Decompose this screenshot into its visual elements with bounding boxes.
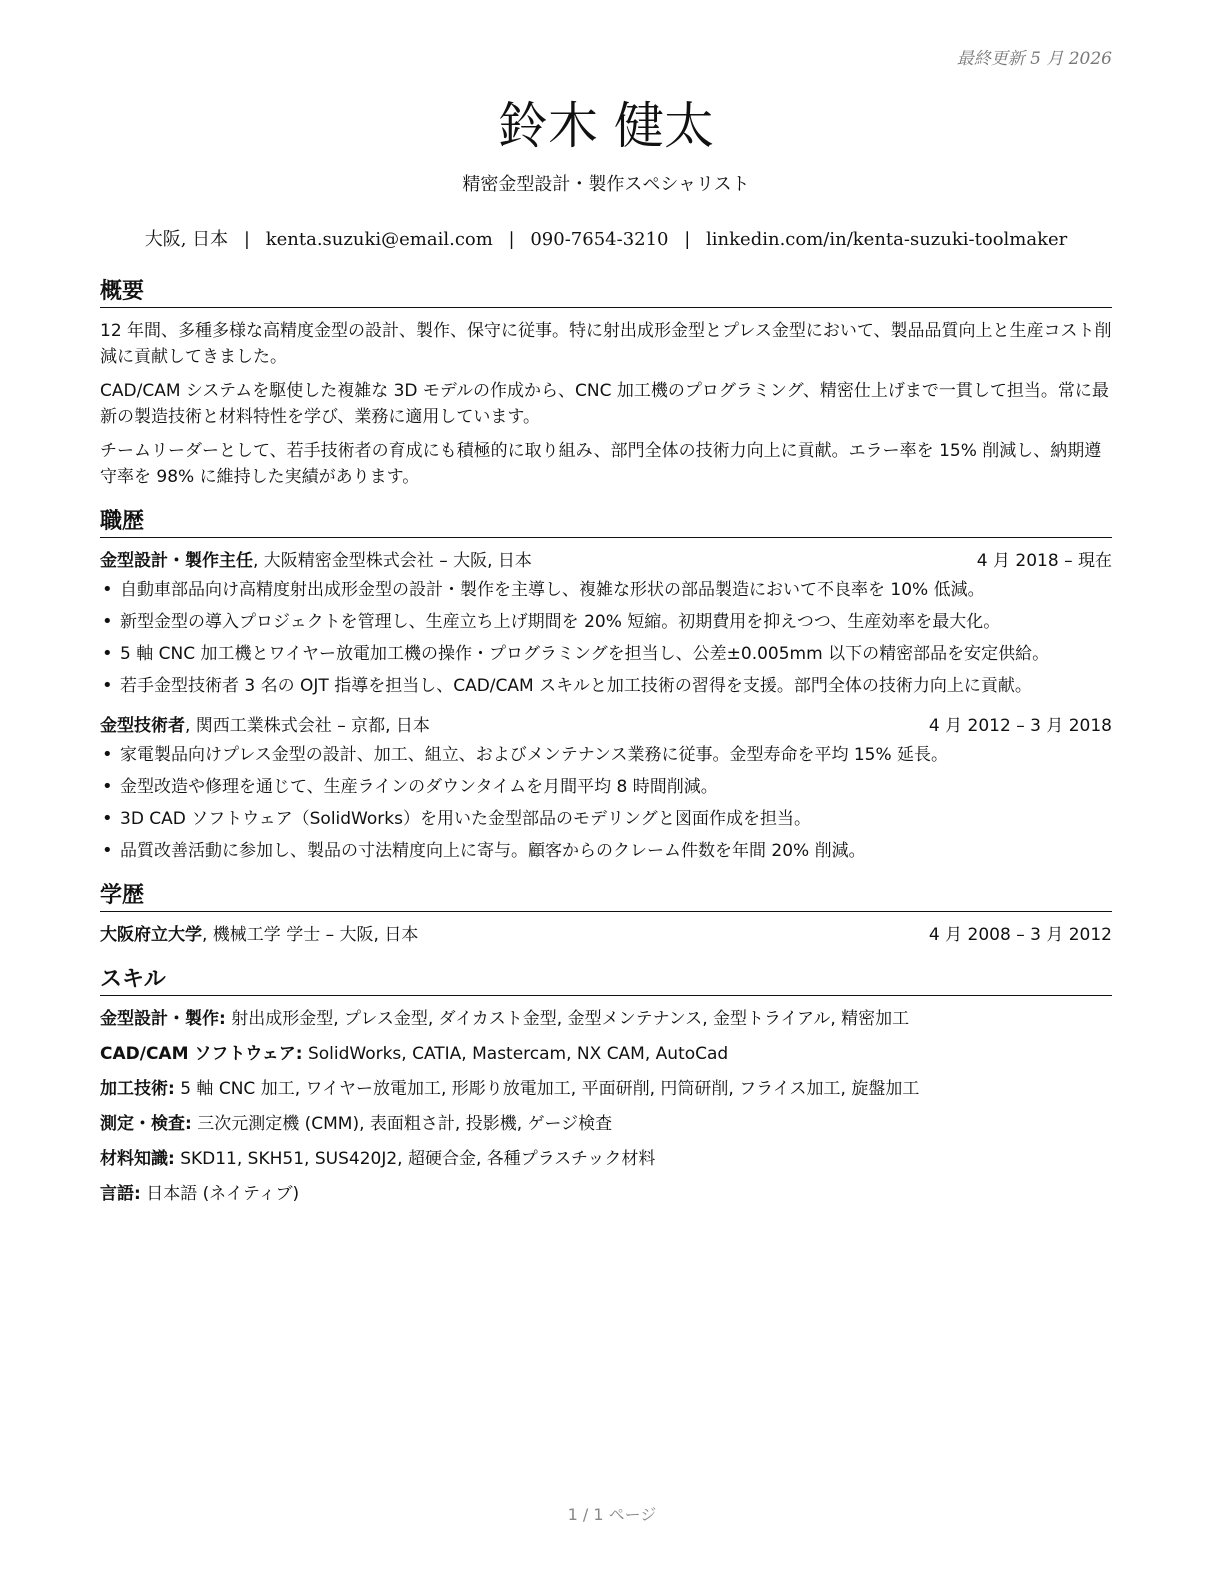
skill-label: 加工技術: bbox=[100, 1079, 175, 1099]
skill-row bbox=[100, 1181, 1112, 1207]
page-number: 1 / 1 ページ bbox=[567, 1505, 657, 1524]
job-dates: 4 月 2018 – 現在 bbox=[976, 551, 1112, 571]
skill-label: 金型設計・製作: bbox=[100, 1009, 226, 1029]
job-bullet: • 自動車部品向け高精度射出成形金型の設計・製作を主導し、複雑な形状の部品製造において不良率を 10% 低減。 bbox=[100, 577, 1112, 603]
skill-value: 三次元測定機 (CMM), 表面粗さ計, 投影機, ゲージ検査 bbox=[191, 1114, 613, 1134]
contact-separator: | bbox=[684, 229, 691, 250]
job-company: , 大阪精密金型株式会社 – 大阪, 日本 bbox=[253, 551, 532, 571]
contact-line bbox=[100, 225, 1112, 251]
job-bullets bbox=[100, 577, 1112, 699]
skill-row bbox=[100, 1146, 1112, 1172]
job-bullet: • 品質改善活動に参加し、製品の寸法精度向上に寄与。顧客からのクレーム件数を年間 20% 削減。 bbox=[100, 838, 1112, 864]
education-school: 大阪府立大学 bbox=[100, 925, 202, 945]
job-bullets bbox=[100, 742, 1112, 864]
section-title-education: 学歴 bbox=[100, 878, 1112, 912]
contact-phone[interactable]: 090-7654-3210 bbox=[530, 229, 669, 250]
experience-section bbox=[100, 504, 1112, 864]
job-header bbox=[100, 548, 1112, 574]
summary-section bbox=[100, 274, 1112, 490]
job-title-company bbox=[100, 548, 532, 574]
job-role: 金型設計・製作主任 bbox=[100, 551, 253, 571]
education-entry bbox=[100, 922, 1112, 948]
contact-separator: | bbox=[508, 229, 515, 250]
skill-label: 言語: bbox=[100, 1184, 141, 1204]
education-section bbox=[100, 878, 1112, 948]
job-bullet: • 若手金型技術者 3 名の OJT 指導を担当し、CAD/CAM スキルと加工技術の習得を支援。部門全体の技術力向上に貢献。 bbox=[100, 673, 1112, 699]
skill-label: 材料知識: bbox=[100, 1149, 175, 1169]
skill-row bbox=[100, 1041, 1112, 1067]
section-title-summary: 概要 bbox=[100, 274, 1112, 308]
education-dates: 4 月 2008 – 3 月 2012 bbox=[928, 925, 1112, 945]
skill-row bbox=[100, 1076, 1112, 1102]
skill-value: SKD11, SKH51, SUS420J2, 超硬合金, 各種プラスチック材料 bbox=[174, 1149, 656, 1169]
contact-email[interactable]: kenta.suzuki@email.com bbox=[265, 229, 493, 250]
education-degree: , 機械工学 学士 – 大阪, 日本 bbox=[202, 925, 419, 945]
candidate-headline: 精密金型設計・製作スペシャリスト bbox=[462, 174, 750, 195]
job-bullet: • 家電製品向けプレス金型の設計、加工、組立、およびメンテナンス業務に従事。金型寿命を平均 15% 延長。 bbox=[100, 742, 1112, 768]
skill-value: 射出成形金型, プレス金型, ダイカスト金型, 金型メンテナンス, 金型トライアル, 精密加工 bbox=[225, 1009, 910, 1029]
skill-row bbox=[100, 1006, 1112, 1032]
job-role: 金型技術者 bbox=[100, 716, 185, 736]
contact-separator: | bbox=[243, 229, 250, 250]
section-title-experience: 職歴 bbox=[100, 504, 1112, 538]
contact-location: 大阪, 日本 bbox=[144, 229, 229, 250]
contact-linkedin[interactable]: linkedin.com/in/kenta-suzuki-toolmaker bbox=[706, 229, 1068, 250]
skill-row bbox=[100, 1111, 1112, 1137]
skill-value: 5 軸 CNC 加工, ワイヤー放電加工, 形彫り放電加工, 平面研削, 円筒研削, フライス加工, 旋盤加工 bbox=[174, 1079, 920, 1099]
summary-paragraph: チームリーダーとして、若手技術者の育成にも積極的に取り組み、部門全体の技術力向上に貢献。エラー率を 15% 削減し、納期遵守率を 98% に維持した実績があります。 bbox=[100, 441, 1102, 487]
job-bullet: • 金型改造や修理を通じて、生産ラインのダウンタイムを月間平均 8 時間削減。 bbox=[100, 774, 1112, 800]
summary-paragraph: CAD/CAM システムを駆使した複雑な 3D モデルの作成から、CNC 加工機のプログラミング、精密仕上げまで一貫して担当。常に最新の製造技術と材料特性を学び、業務に適用しています。 bbox=[100, 381, 1109, 427]
job-bullet: • 5 軸 CNC 加工機とワイヤー放電加工機の操作・プログラミングを担当し、公差±0.005mm 以下の精密部品を安定供給。 bbox=[100, 641, 1112, 667]
skill-value: SolidWorks, CATIA, Mastercam, NX CAM, AutoCad bbox=[302, 1044, 729, 1064]
skill-label: CAD/CAM ソフトウェア: bbox=[100, 1044, 303, 1064]
job-bullet: • 3D CAD ソフトウェア（SolidWorks）を用いた金型部品のモデリングと図面作成を担当。 bbox=[100, 806, 1112, 832]
candidate-name: 鈴木 健太 bbox=[498, 97, 714, 155]
job-header bbox=[100, 713, 1112, 739]
summary-paragraph: 12 年間、多種多様な高精度金型の設計、製作、保守に従事。特に射出成形金型とプレス金型において、製品品質向上と生産コスト削減に貢献してきました。 bbox=[100, 321, 1112, 367]
resume-content bbox=[100, 274, 1112, 1216]
education-school-degree bbox=[100, 922, 418, 948]
job-company: , 関西工業株式会社 – 京都, 日本 bbox=[185, 716, 430, 736]
job-title-company bbox=[100, 713, 430, 739]
job-entry bbox=[100, 713, 1112, 864]
skill-value: 日本語 (ネイティブ) bbox=[140, 1184, 300, 1204]
skills-section bbox=[100, 962, 1112, 1207]
last-updated: 最終更新 5 月 2026 bbox=[956, 49, 1112, 69]
job-bullet: • 新型金型の導入プロジェクトを管理し、生産立ち上げ期間を 20% 短縮。初期費用を抑えつつ、生産効率を最大化。 bbox=[100, 609, 1112, 635]
skill-label: 測定・検査: bbox=[100, 1114, 192, 1134]
section-title-skills: スキル bbox=[100, 962, 1112, 996]
job-dates: 4 月 2012 – 3 月 2018 bbox=[928, 716, 1112, 736]
job-entry bbox=[100, 548, 1112, 699]
